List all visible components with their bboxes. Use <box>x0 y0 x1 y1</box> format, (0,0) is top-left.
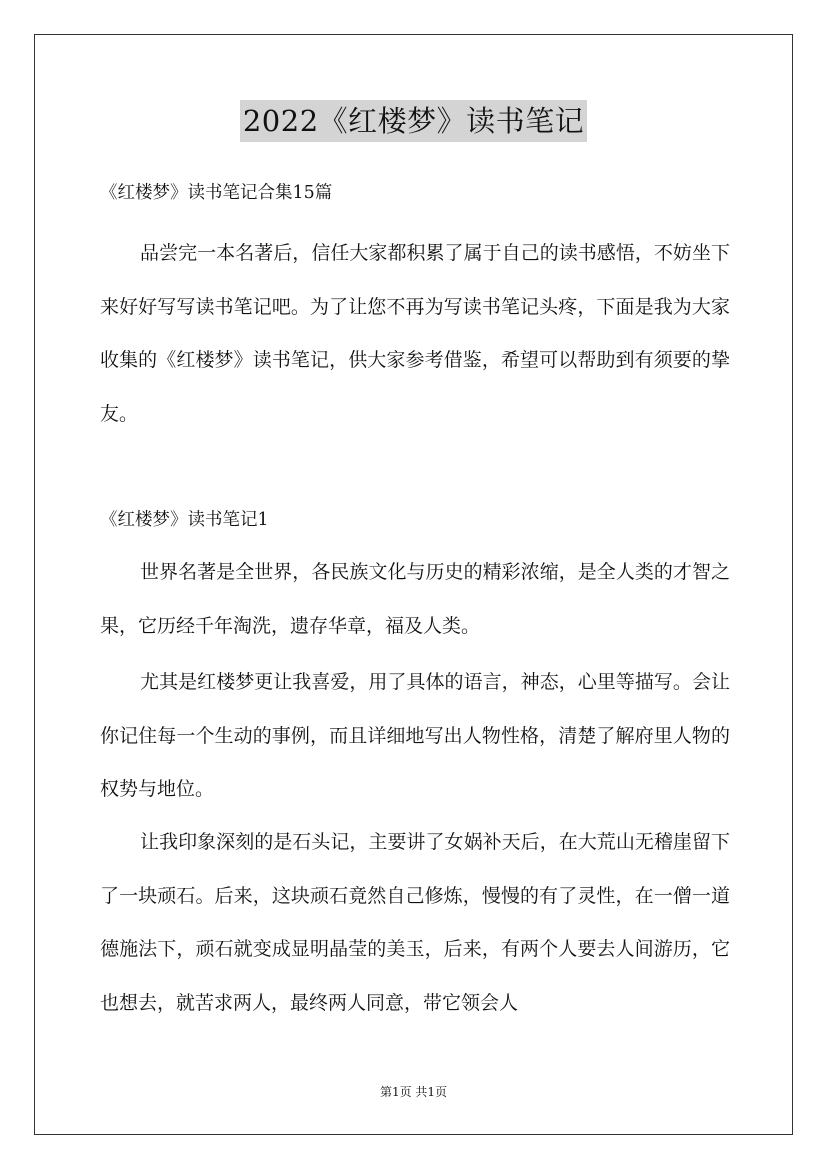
title-container <box>0 100 827 142</box>
paragraph-text: 世界名著是全世界，各民族文化与历史的精彩浓缩，是全人类的才智之果，它历经千年淘洗，遗存华章，福及人类。 <box>100 561 730 637</box>
document-title: 2022《红楼梦》读书笔记 <box>240 100 587 142</box>
section-title: 《红楼梦》读书笔记1 <box>100 510 269 530</box>
body-paragraph-3 <box>100 816 730 1030</box>
body-paragraph-2 <box>100 656 730 817</box>
intro-paragraph <box>100 227 730 441</box>
document-subtitle: 《红楼梦》读书笔记合集15篇 <box>100 183 333 203</box>
paragraph-text: 尤其是红楼梦更让我喜爱，用了具体的语言，神态，心里等描写。会让你记住每一个生动的事例，而且详细地写出人物性格，清楚了解府里人物的权势与地位。 <box>100 671 730 800</box>
body-paragraph-1 <box>100 546 730 653</box>
paragraph-text: 让我印象深刻的是石头记，主要讲了女娲补天后，在大荒山无稽崖留下了一块顽石。后来，这块顽石竟然自己修炼，慢慢的有了灵性，在一僧一道德施法下，顽石就变成显明晶莹的美玉，后来，有两个人要去人间游历，它也想去，就苦求两人，最终两人同意，带它领会人 <box>100 831 730 1014</box>
intro-text: 品尝完一本名著后，信任大家都积累了属于自己的读书感悟，不妨坐下来好好写写读书笔记吧。为了让您不再为写读书笔记头疼，下面是我为大家收集的《红楼梦》读书笔记，供大家参考借鉴，希望可以帮助到有须要的挚友。 <box>100 242 730 425</box>
page-footer: 第1页 共1页 <box>379 1085 448 1099</box>
